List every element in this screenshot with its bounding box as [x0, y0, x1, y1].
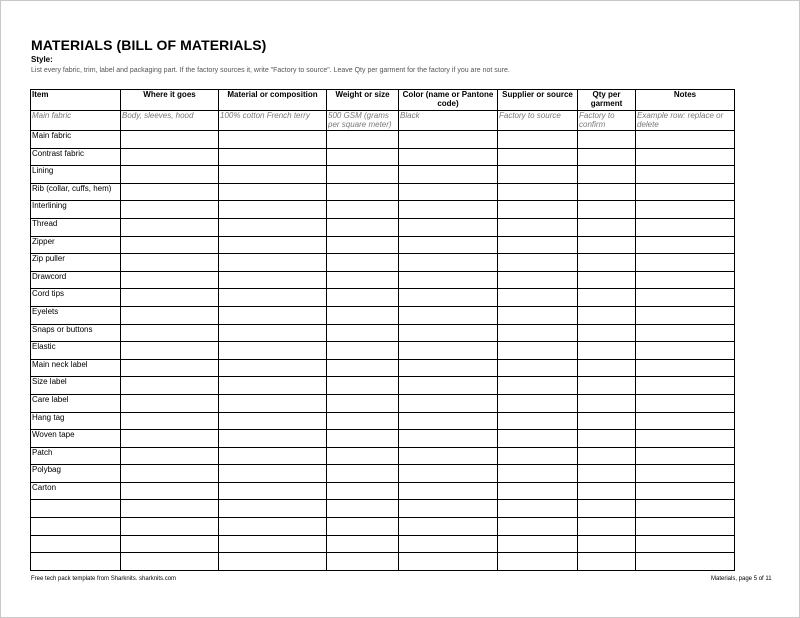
item-name-cell[interactable] [31, 535, 121, 553]
table-cell[interactable] [399, 465, 498, 483]
table-cell[interactable] [219, 430, 327, 448]
table-cell[interactable] [399, 447, 498, 465]
table-row [31, 377, 735, 395]
item-name-cell[interactable]: Main neck label [31, 359, 121, 377]
table-cell[interactable] [121, 148, 219, 166]
table-row [31, 359, 735, 377]
item-name-cell[interactable]: Care label [31, 394, 121, 412]
table-cell[interactable] [636, 148, 735, 166]
header-item: Item [31, 90, 121, 111]
example-cell[interactable]: 500 GSM (grams per square meter) [327, 111, 399, 131]
table-cell[interactable] [219, 324, 327, 342]
table-cell[interactable] [219, 342, 327, 360]
table-cell[interactable] [636, 254, 735, 272]
item-name-cell[interactable]: Eyelets [31, 306, 121, 324]
table-row [31, 447, 735, 465]
table-cell[interactable] [578, 465, 636, 483]
item-name-cell[interactable]: Lining [31, 166, 121, 184]
table-cell[interactable] [219, 359, 327, 377]
table-row [31, 148, 735, 166]
table-cell[interactable] [636, 394, 735, 412]
table-row [31, 306, 735, 324]
table-cell[interactable] [399, 166, 498, 184]
table-row [31, 342, 735, 360]
table-cell[interactable] [327, 183, 399, 201]
table-cell[interactable] [578, 201, 636, 219]
table-cell[interactable] [327, 342, 399, 360]
table-cell[interactable] [636, 131, 735, 149]
item-name-cell[interactable]: Drawcord [31, 271, 121, 289]
table-cell[interactable] [121, 535, 219, 553]
table-row [31, 553, 735, 571]
table-cell[interactable] [578, 394, 636, 412]
table-cell[interactable] [219, 306, 327, 324]
table-cell[interactable] [498, 236, 578, 254]
table-cell[interactable] [121, 412, 219, 430]
table-cell[interactable] [399, 518, 498, 536]
table-cell[interactable] [578, 306, 636, 324]
table-cell[interactable] [498, 394, 578, 412]
table-cell[interactable] [327, 377, 399, 395]
table-cell[interactable] [578, 377, 636, 395]
table-cell[interactable] [121, 271, 219, 289]
table-cell[interactable] [578, 236, 636, 254]
table-cell[interactable] [399, 342, 498, 360]
header-supplier: Supplier or source [498, 90, 578, 111]
table-row [31, 236, 735, 254]
table-cell[interactable] [327, 412, 399, 430]
table-cell[interactable] [498, 553, 578, 571]
item-name-cell[interactable]: Interlining [31, 201, 121, 219]
table-cell[interactable] [578, 324, 636, 342]
item-name-cell[interactable]: Woven tape [31, 430, 121, 448]
table-cell[interactable] [219, 465, 327, 483]
table-cell[interactable] [498, 271, 578, 289]
table-cell[interactable] [636, 201, 735, 219]
table-cell[interactable] [219, 447, 327, 465]
table-cell[interactable] [327, 359, 399, 377]
table-cell[interactable] [636, 518, 735, 536]
table-cell[interactable] [636, 359, 735, 377]
table-cell[interactable] [327, 430, 399, 448]
item-name-cell[interactable]: Polybag [31, 465, 121, 483]
table-row [31, 289, 735, 307]
example-row [31, 111, 735, 131]
table-cell[interactable] [578, 218, 636, 236]
item-name-cell[interactable] [31, 500, 121, 518]
table-cell[interactable] [121, 430, 219, 448]
table-cell[interactable] [219, 183, 327, 201]
table-cell[interactable] [578, 359, 636, 377]
table-cell[interactable] [578, 342, 636, 360]
table-cell[interactable] [121, 166, 219, 184]
table-row [31, 482, 735, 500]
table-cell[interactable] [327, 306, 399, 324]
item-name-cell[interactable]: Carton [31, 482, 121, 500]
table-row [31, 271, 735, 289]
table-cell[interactable] [636, 342, 735, 360]
example-cell[interactable]: Factory to source [498, 111, 578, 131]
table-cell[interactable] [578, 430, 636, 448]
table-cell[interactable] [636, 236, 735, 254]
item-name-cell[interactable]: Contrast fabric [31, 148, 121, 166]
table-cell[interactable] [636, 218, 735, 236]
table-cell[interactable] [121, 236, 219, 254]
table-cell[interactable] [399, 306, 498, 324]
table-cell[interactable] [636, 324, 735, 342]
table-cell[interactable] [636, 447, 735, 465]
table-cell[interactable] [578, 447, 636, 465]
table-cell[interactable] [399, 236, 498, 254]
table-cell[interactable] [636, 166, 735, 184]
table-cell[interactable] [578, 131, 636, 149]
table-cell[interactable] [498, 430, 578, 448]
table-cell[interactable] [219, 201, 327, 219]
table-cell[interactable] [498, 324, 578, 342]
header-color: Color (name or Pantone code) [399, 90, 498, 111]
table-cell[interactable] [399, 131, 498, 149]
table-cell[interactable] [121, 324, 219, 342]
table-cell[interactable] [327, 236, 399, 254]
table-cell[interactable] [578, 535, 636, 553]
header-where: Where it goes [121, 90, 219, 111]
table-cell[interactable] [399, 271, 498, 289]
item-name-cell[interactable]: Cord tips [31, 289, 121, 307]
table-cell[interactable] [636, 289, 735, 307]
table-cell[interactable] [219, 412, 327, 430]
table-cell[interactable] [121, 482, 219, 500]
table-cell[interactable] [498, 447, 578, 465]
table-cell[interactable] [578, 254, 636, 272]
table-cell[interactable] [399, 289, 498, 307]
table-cell[interactable] [498, 482, 578, 500]
table-cell[interactable] [121, 377, 219, 395]
table-cell[interactable] [498, 306, 578, 324]
table-cell[interactable] [219, 394, 327, 412]
table-row [31, 394, 735, 412]
table-cell[interactable] [399, 148, 498, 166]
table-cell[interactable] [498, 535, 578, 553]
table-cell[interactable] [219, 236, 327, 254]
table-cell[interactable] [498, 218, 578, 236]
table-cell[interactable] [327, 535, 399, 553]
table-cell[interactable] [636, 183, 735, 201]
example-cell[interactable]: Body, sleeves, hood [121, 111, 219, 131]
header-notes: Notes [636, 90, 735, 111]
table-row [31, 518, 735, 536]
table-cell[interactable] [578, 482, 636, 500]
table-cell[interactable] [219, 535, 327, 553]
table-cell[interactable] [498, 359, 578, 377]
table-cell[interactable] [327, 218, 399, 236]
table-cell[interactable] [399, 482, 498, 500]
table-row [31, 201, 735, 219]
table-row [31, 465, 735, 483]
table-cell[interactable] [327, 394, 399, 412]
table-cell[interactable] [219, 482, 327, 500]
table-cell[interactable] [578, 271, 636, 289]
table-cell[interactable] [327, 148, 399, 166]
table-cell[interactable] [327, 482, 399, 500]
table-cell[interactable] [121, 289, 219, 307]
table-cell[interactable] [219, 218, 327, 236]
table-row [31, 183, 735, 201]
table-cell[interactable] [121, 183, 219, 201]
table-header-row [31, 90, 735, 111]
table-cell[interactable] [636, 465, 735, 483]
table-cell[interactable] [121, 218, 219, 236]
example-cell[interactable]: Main fabric [31, 111, 121, 131]
table-row [31, 412, 735, 430]
table-cell[interactable] [498, 183, 578, 201]
table-cell[interactable] [636, 412, 735, 430]
item-name-cell[interactable]: Elastic [31, 342, 121, 360]
table-row [31, 324, 735, 342]
instructions-text: List every fabric, trim, label and packaging part. If the factory sources it, write "Factory to source". Leave Qty per garment for the factory if you are not sure. [31, 67, 510, 74]
header-material: Material or composition [219, 90, 327, 111]
table-cell[interactable] [327, 289, 399, 307]
table-cell[interactable] [399, 535, 498, 553]
item-name-cell[interactable]: Thread [31, 218, 121, 236]
table-cell[interactable] [121, 447, 219, 465]
table-cell[interactable] [121, 201, 219, 219]
table-row [31, 500, 735, 518]
item-name-cell[interactable]: Size label [31, 377, 121, 395]
table-cell[interactable] [578, 166, 636, 184]
table-cell[interactable] [219, 500, 327, 518]
item-name-cell[interactable]: Zipper [31, 236, 121, 254]
example-cell[interactable]: 100% cotton French terry [219, 111, 327, 131]
table-cell[interactable] [399, 430, 498, 448]
table-cell[interactable] [327, 447, 399, 465]
table-cell[interactable] [578, 183, 636, 201]
table-cell[interactable] [219, 377, 327, 395]
table-cell[interactable] [399, 553, 498, 571]
table-cell[interactable] [399, 377, 498, 395]
table-cell[interactable] [219, 271, 327, 289]
table-cell[interactable] [498, 518, 578, 536]
table-cell[interactable] [219, 254, 327, 272]
table-cell[interactable] [578, 148, 636, 166]
table-cell[interactable] [498, 412, 578, 430]
table-cell[interactable] [121, 553, 219, 571]
example-cell[interactable]: Example row: replace or delete [636, 111, 735, 131]
table-row [31, 166, 735, 184]
table-cell[interactable] [636, 430, 735, 448]
table-cell[interactable] [327, 500, 399, 518]
table-cell[interactable] [219, 166, 327, 184]
table-cell[interactable] [636, 482, 735, 500]
table-cell[interactable] [399, 394, 498, 412]
table-cell[interactable] [498, 254, 578, 272]
table-cell[interactable] [327, 518, 399, 536]
table-cell[interactable] [636, 271, 735, 289]
table-cell[interactable] [327, 131, 399, 149]
table-cell[interactable] [327, 465, 399, 483]
table-cell[interactable] [327, 201, 399, 219]
table-cell[interactable] [327, 271, 399, 289]
item-name-cell[interactable]: Zip puller [31, 254, 121, 272]
table-cell[interactable] [121, 306, 219, 324]
table-cell[interactable] [578, 289, 636, 307]
table-cell[interactable] [399, 183, 498, 201]
table-cell[interactable] [636, 377, 735, 395]
footer-credit: Free tech pack template from Sharknits. sharknits.com [31, 576, 177, 582]
table-cell[interactable] [578, 412, 636, 430]
table-cell[interactable] [121, 465, 219, 483]
table-cell[interactable] [219, 289, 327, 307]
item-name-cell[interactable] [31, 518, 121, 536]
table-row [31, 430, 735, 448]
table-row [31, 218, 735, 236]
table-cell[interactable] [498, 342, 578, 360]
table-cell[interactable] [636, 535, 735, 553]
table-cell[interactable] [219, 553, 327, 571]
table-cell[interactable] [578, 518, 636, 536]
item-name-cell[interactable]: Snaps or buttons [31, 324, 121, 342]
table-cell[interactable] [121, 359, 219, 377]
table-cell[interactable] [498, 148, 578, 166]
table-cell[interactable] [327, 324, 399, 342]
table-cell[interactable] [219, 518, 327, 536]
table-cell[interactable] [399, 500, 498, 518]
header-weight: Weight or size [327, 90, 399, 111]
table-cell[interactable] [498, 465, 578, 483]
example-cell[interactable]: Black [399, 111, 498, 131]
materials-table [30, 89, 735, 571]
table-cell[interactable] [498, 289, 578, 307]
table-cell[interactable] [498, 201, 578, 219]
table-cell[interactable] [121, 500, 219, 518]
table-cell[interactable] [327, 254, 399, 272]
item-name-cell[interactable] [31, 553, 121, 571]
table-cell[interactable] [399, 324, 498, 342]
footer-page-number: Materials, page 5 of 11 [711, 576, 772, 582]
table-cell[interactable] [327, 166, 399, 184]
table-cell[interactable] [121, 342, 219, 360]
table-cell[interactable] [498, 377, 578, 395]
table-cell[interactable] [327, 553, 399, 571]
table-row [31, 535, 735, 553]
table-cell[interactable] [636, 553, 735, 571]
table-cell[interactable] [219, 148, 327, 166]
table-cell[interactable] [121, 254, 219, 272]
table-cell[interactable] [399, 412, 498, 430]
item-name-cell[interactable]: Rib (collar, cuffs, hem) [31, 183, 121, 201]
table-cell[interactable] [636, 500, 735, 518]
table-cell[interactable] [121, 394, 219, 412]
table-row [31, 131, 735, 149]
table-cell[interactable] [121, 131, 219, 149]
page-title: MATERIALS (BILL OF MATERIALS) [31, 37, 267, 53]
table-cell[interactable] [399, 359, 498, 377]
table-cell[interactable] [578, 500, 636, 518]
table-cell[interactable] [219, 131, 327, 149]
header-qty: Qty per garment [578, 90, 636, 111]
table-cell[interactable] [399, 201, 498, 219]
table-row [31, 254, 735, 272]
item-name-cell[interactable]: Main fabric [31, 131, 121, 149]
table-cell[interactable] [498, 131, 578, 149]
table-cell[interactable] [498, 500, 578, 518]
example-cell[interactable]: Factory to confirm [578, 111, 636, 131]
item-name-cell[interactable]: Hang tag [31, 412, 121, 430]
table-cell[interactable] [399, 218, 498, 236]
item-name-cell[interactable]: Patch [31, 447, 121, 465]
style-label: Style: [31, 55, 53, 64]
table-cell[interactable] [498, 166, 578, 184]
table-cell[interactable] [399, 254, 498, 272]
table-cell[interactable] [578, 553, 636, 571]
table-cell[interactable] [636, 306, 735, 324]
table-cell[interactable] [121, 518, 219, 536]
